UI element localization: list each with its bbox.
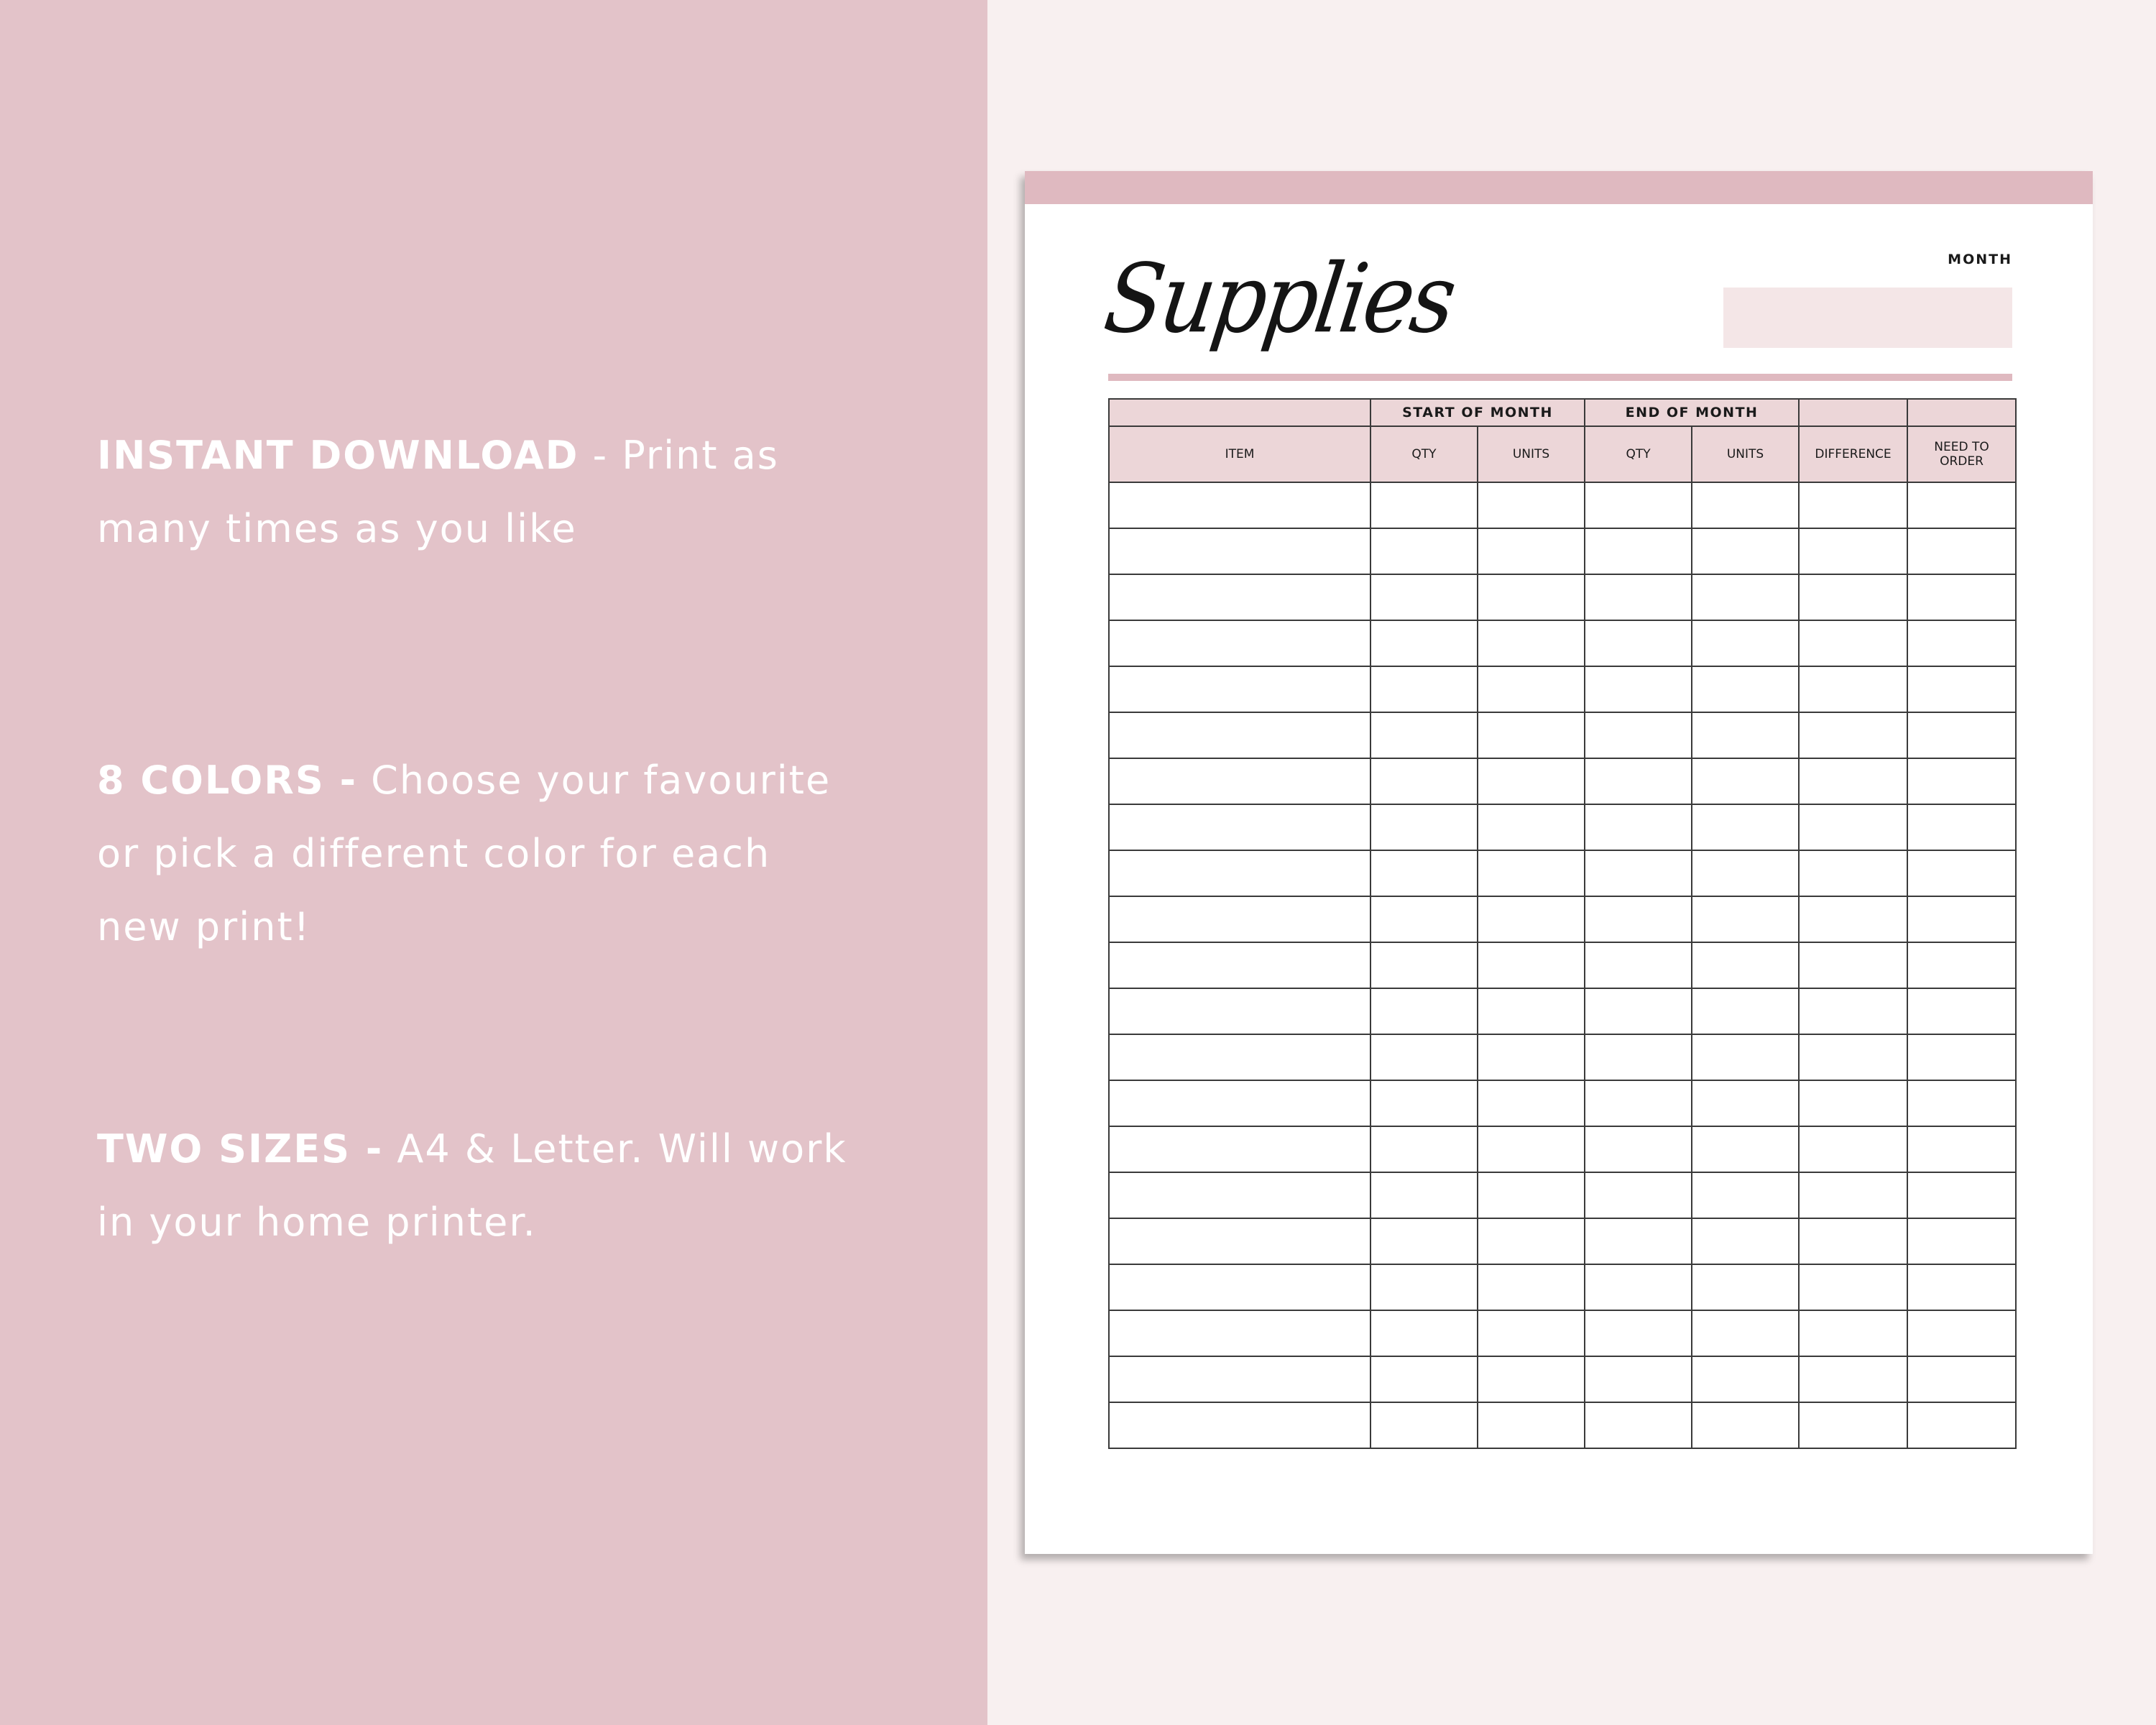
table-cell[interactable] xyxy=(1370,758,1478,804)
table-cell[interactable] xyxy=(1370,528,1478,574)
table-cell[interactable] xyxy=(1907,1034,2016,1080)
table-cell[interactable] xyxy=(1370,574,1478,620)
table-cell[interactable] xyxy=(1799,804,1907,850)
table-row xyxy=(1109,1080,2016,1126)
table-cell[interactable] xyxy=(1109,666,1370,712)
table-cell[interactable] xyxy=(1370,1402,1478,1448)
group-header-row xyxy=(1109,399,2016,426)
table-cell[interactable] xyxy=(1585,850,1692,896)
table-cell[interactable] xyxy=(1370,1310,1478,1356)
column-header-need-to-order: NEED TO ORDER xyxy=(1907,426,2016,482)
table-cell[interactable] xyxy=(1109,1402,1370,1448)
table-cell[interactable] xyxy=(1109,1218,1370,1264)
table-cell[interactable] xyxy=(1692,1126,1799,1172)
table-cell[interactable] xyxy=(1692,574,1799,620)
table-cell[interactable] xyxy=(1478,1402,1585,1448)
table-cell[interactable] xyxy=(1109,712,1370,758)
table-row xyxy=(1109,482,2016,528)
table-cell[interactable] xyxy=(1478,482,1585,528)
table-cell[interactable] xyxy=(1585,712,1692,758)
table-cell[interactable] xyxy=(1370,896,1478,942)
table-cell[interactable] xyxy=(1585,942,1692,988)
table-cell[interactable] xyxy=(1478,1126,1585,1172)
table-cell[interactable] xyxy=(1692,1080,1799,1126)
table-row xyxy=(1109,896,2016,942)
column-header-end-qty: QTY xyxy=(1585,426,1692,482)
table-cell[interactable] xyxy=(1370,482,1478,528)
table-cell[interactable] xyxy=(1799,850,1907,896)
table-cell[interactable] xyxy=(1585,1264,1692,1310)
table-cell[interactable] xyxy=(1370,1080,1478,1126)
table-cell[interactable] xyxy=(1799,482,1907,528)
table-cell[interactable] xyxy=(1692,528,1799,574)
table-cell[interactable] xyxy=(1907,1080,2016,1126)
table-cell[interactable] xyxy=(1692,1264,1799,1310)
table-cell[interactable] xyxy=(1478,666,1585,712)
table-cell[interactable] xyxy=(1109,1080,1370,1126)
table-cell[interactable] xyxy=(1370,1264,1478,1310)
table-cell[interactable] xyxy=(1692,1356,1799,1402)
table-row xyxy=(1109,942,2016,988)
table-cell[interactable] xyxy=(1370,620,1478,666)
table-cell[interactable] xyxy=(1692,988,1799,1034)
table-cell[interactable] xyxy=(1478,1080,1585,1126)
table-cell[interactable] xyxy=(1585,1034,1692,1080)
table-cell[interactable] xyxy=(1585,1310,1692,1356)
table-cell[interactable] xyxy=(1109,1310,1370,1356)
table-row xyxy=(1109,712,2016,758)
table-cell[interactable] xyxy=(1692,712,1799,758)
table-cell[interactable] xyxy=(1799,1034,1907,1080)
table-cell[interactable] xyxy=(1692,1034,1799,1080)
table-row xyxy=(1109,758,2016,804)
table-cell[interactable] xyxy=(1692,1402,1799,1448)
column-header-row xyxy=(1109,426,2016,482)
group-header-difference xyxy=(1799,399,1907,426)
table-cell[interactable] xyxy=(1370,804,1478,850)
table-cell[interactable] xyxy=(1907,1264,2016,1310)
table-cell[interactable] xyxy=(1692,942,1799,988)
table-cell[interactable] xyxy=(1799,1402,1907,1448)
table-cell[interactable] xyxy=(1692,850,1799,896)
table-cell[interactable] xyxy=(1907,666,2016,712)
table-cell[interactable] xyxy=(1799,1218,1907,1264)
table-cell[interactable] xyxy=(1370,988,1478,1034)
table-row xyxy=(1109,850,2016,896)
table-cell[interactable] xyxy=(1109,850,1370,896)
group-header-end-of-month: END OF MONTH xyxy=(1585,399,1799,426)
month-field[interactable] xyxy=(1723,288,2012,348)
table-cell[interactable] xyxy=(1478,528,1585,574)
table-cell[interactable] xyxy=(1907,1218,2016,1264)
table-cell[interactable] xyxy=(1907,528,2016,574)
table-cell[interactable] xyxy=(1478,1034,1585,1080)
table-cell[interactable] xyxy=(1799,1126,1907,1172)
column-header-item: ITEM xyxy=(1109,426,1370,482)
table-cell[interactable] xyxy=(1907,482,2016,528)
table-cell[interactable] xyxy=(1109,988,1370,1034)
table-cell[interactable] xyxy=(1370,1356,1478,1402)
table-cell[interactable] xyxy=(1109,1356,1370,1402)
table-cell[interactable] xyxy=(1907,1402,2016,1448)
table-cell[interactable] xyxy=(1585,804,1692,850)
table-cell[interactable] xyxy=(1585,1218,1692,1264)
table-row xyxy=(1109,620,2016,666)
supplies-table xyxy=(1108,398,2017,1449)
table-cell[interactable] xyxy=(1907,1356,2016,1402)
feature-heading: INSTANT DOWNLOAD xyxy=(97,433,579,478)
table-cell[interactable] xyxy=(1109,758,1370,804)
table-cell[interactable] xyxy=(1907,988,2016,1034)
table-cell[interactable] xyxy=(1478,850,1585,896)
table-cell[interactable] xyxy=(1370,1034,1478,1080)
table-row xyxy=(1109,1126,2016,1172)
table-cell[interactable] xyxy=(1799,1172,1907,1218)
table-cell[interactable] xyxy=(1907,574,2016,620)
table-cell[interactable] xyxy=(1109,1034,1370,1080)
table-cell[interactable] xyxy=(1370,666,1478,712)
table-cell[interactable] xyxy=(1585,528,1692,574)
table-cell[interactable] xyxy=(1478,1310,1585,1356)
table-cell[interactable] xyxy=(1907,1172,2016,1218)
table-cell[interactable] xyxy=(1907,850,2016,896)
table-cell[interactable] xyxy=(1799,666,1907,712)
table-cell[interactable] xyxy=(1585,988,1692,1034)
month-label: MONTH xyxy=(1948,252,2012,267)
table-cell[interactable] xyxy=(1799,896,1907,942)
table-cell[interactable] xyxy=(1585,758,1692,804)
table-cell[interactable] xyxy=(1799,712,1907,758)
table-cell[interactable] xyxy=(1478,712,1585,758)
table-cell[interactable] xyxy=(1370,1172,1478,1218)
table-cell[interactable] xyxy=(1692,620,1799,666)
table-row xyxy=(1109,1034,2016,1080)
table-cell[interactable] xyxy=(1585,666,1692,712)
group-header-start-of-month: START OF MONTH xyxy=(1370,399,1585,426)
table-cell[interactable] xyxy=(1799,574,1907,620)
table-cell[interactable] xyxy=(1692,666,1799,712)
feature-description: Choose your favourite or pick a different color for each new print! xyxy=(97,758,831,949)
left-panel xyxy=(0,0,987,1725)
table-cell[interactable] xyxy=(1799,1080,1907,1126)
table-cell[interactable] xyxy=(1370,1126,1478,1172)
table-cell[interactable] xyxy=(1585,482,1692,528)
table-row xyxy=(1109,1264,2016,1310)
table-cell[interactable] xyxy=(1692,804,1799,850)
table-cell[interactable] xyxy=(1907,804,2016,850)
column-header-start-qty: QTY xyxy=(1370,426,1478,482)
group-header-need-to-order xyxy=(1907,399,2016,426)
table-cell[interactable] xyxy=(1799,1310,1907,1356)
table-cell[interactable] xyxy=(1478,942,1585,988)
table-cell[interactable] xyxy=(1109,620,1370,666)
feature-heading: 8 COLORS - xyxy=(97,758,357,803)
table-cell[interactable] xyxy=(1109,1172,1370,1218)
table-cell[interactable] xyxy=(1692,482,1799,528)
table-row xyxy=(1109,574,2016,620)
table-row xyxy=(1109,804,2016,850)
table-cell[interactable] xyxy=(1692,758,1799,804)
table-cell[interactable] xyxy=(1692,1218,1799,1264)
feature-description: - Print as many times as you like xyxy=(97,433,779,551)
table-cell[interactable] xyxy=(1585,1126,1692,1172)
table-cell[interactable] xyxy=(1799,1356,1907,1402)
table-cell[interactable] xyxy=(1907,620,2016,666)
table-cell[interactable] xyxy=(1799,620,1907,666)
table-cell[interactable] xyxy=(1799,988,1907,1034)
table-cell[interactable] xyxy=(1799,1264,1907,1310)
table-cell[interactable] xyxy=(1109,482,1370,528)
table-cell[interactable] xyxy=(1370,712,1478,758)
table-cell[interactable] xyxy=(1478,804,1585,850)
table-cell[interactable] xyxy=(1109,528,1370,574)
table-cell[interactable] xyxy=(1478,1356,1585,1402)
table-cell[interactable] xyxy=(1585,1080,1692,1126)
table-cell[interactable] xyxy=(1907,942,2016,988)
table-cell[interactable] xyxy=(1109,574,1370,620)
table-cell[interactable] xyxy=(1907,896,2016,942)
table-row xyxy=(1109,1356,2016,1402)
table-cell[interactable] xyxy=(1478,896,1585,942)
table-cell[interactable] xyxy=(1585,620,1692,666)
table-cell[interactable] xyxy=(1799,942,1907,988)
table-cell[interactable] xyxy=(1478,1218,1585,1264)
table-cell[interactable] xyxy=(1478,1264,1585,1310)
table-cell[interactable] xyxy=(1478,1172,1585,1218)
table-cell[interactable] xyxy=(1478,574,1585,620)
table-cell[interactable] xyxy=(1585,896,1692,942)
feature-colors xyxy=(97,744,852,964)
table-cell[interactable] xyxy=(1478,758,1585,804)
title-divider xyxy=(1108,374,2012,381)
table-cell[interactable] xyxy=(1692,896,1799,942)
table-cell[interactable] xyxy=(1585,1402,1692,1448)
feature-instant-download xyxy=(97,419,852,566)
table-body xyxy=(1109,482,2016,1448)
table-cell[interactable] xyxy=(1907,712,2016,758)
table-row xyxy=(1109,666,2016,712)
table-cell[interactable] xyxy=(1907,1126,2016,1172)
table-row xyxy=(1109,1310,2016,1356)
table-cell[interactable] xyxy=(1799,758,1907,804)
table-row xyxy=(1109,1218,2016,1264)
table-cell[interactable] xyxy=(1109,804,1370,850)
column-header-difference: DIFFERENCE xyxy=(1799,426,1907,482)
table-cell[interactable] xyxy=(1692,1310,1799,1356)
table-cell[interactable] xyxy=(1585,1356,1692,1402)
feature-sizes xyxy=(97,1113,852,1259)
table-cell[interactable] xyxy=(1585,574,1692,620)
table-row xyxy=(1109,988,2016,1034)
table-cell[interactable] xyxy=(1907,1310,2016,1356)
table-cell[interactable] xyxy=(1692,1172,1799,1218)
feature-description: A4 & Letter. Will work in your home printer. xyxy=(97,1126,847,1245)
table-cell[interactable] xyxy=(1370,1218,1478,1264)
table-cell[interactable] xyxy=(1109,942,1370,988)
table-cell[interactable] xyxy=(1478,620,1585,666)
table-cell[interactable] xyxy=(1907,758,2016,804)
sheet-title: Supplies xyxy=(1098,243,1460,354)
column-header-start-units: UNITS xyxy=(1478,426,1585,482)
table-cell[interactable] xyxy=(1370,942,1478,988)
table-cell[interactable] xyxy=(1478,988,1585,1034)
table-cell[interactable] xyxy=(1585,1172,1692,1218)
sheet-top-band xyxy=(1025,171,2093,204)
table-cell[interactable] xyxy=(1109,1126,1370,1172)
table-row xyxy=(1109,528,2016,574)
printable-sheet xyxy=(1025,171,2093,1554)
column-header-end-units: UNITS xyxy=(1692,426,1799,482)
table-cell[interactable] xyxy=(1109,1264,1370,1310)
table-cell[interactable] xyxy=(1370,850,1478,896)
table-cell[interactable] xyxy=(1109,896,1370,942)
table-cell[interactable] xyxy=(1799,528,1907,574)
group-header-item xyxy=(1109,399,1370,426)
table-row xyxy=(1109,1172,2016,1218)
feature-heading: TWO SIZES - xyxy=(97,1126,384,1172)
table-row xyxy=(1109,1402,2016,1448)
